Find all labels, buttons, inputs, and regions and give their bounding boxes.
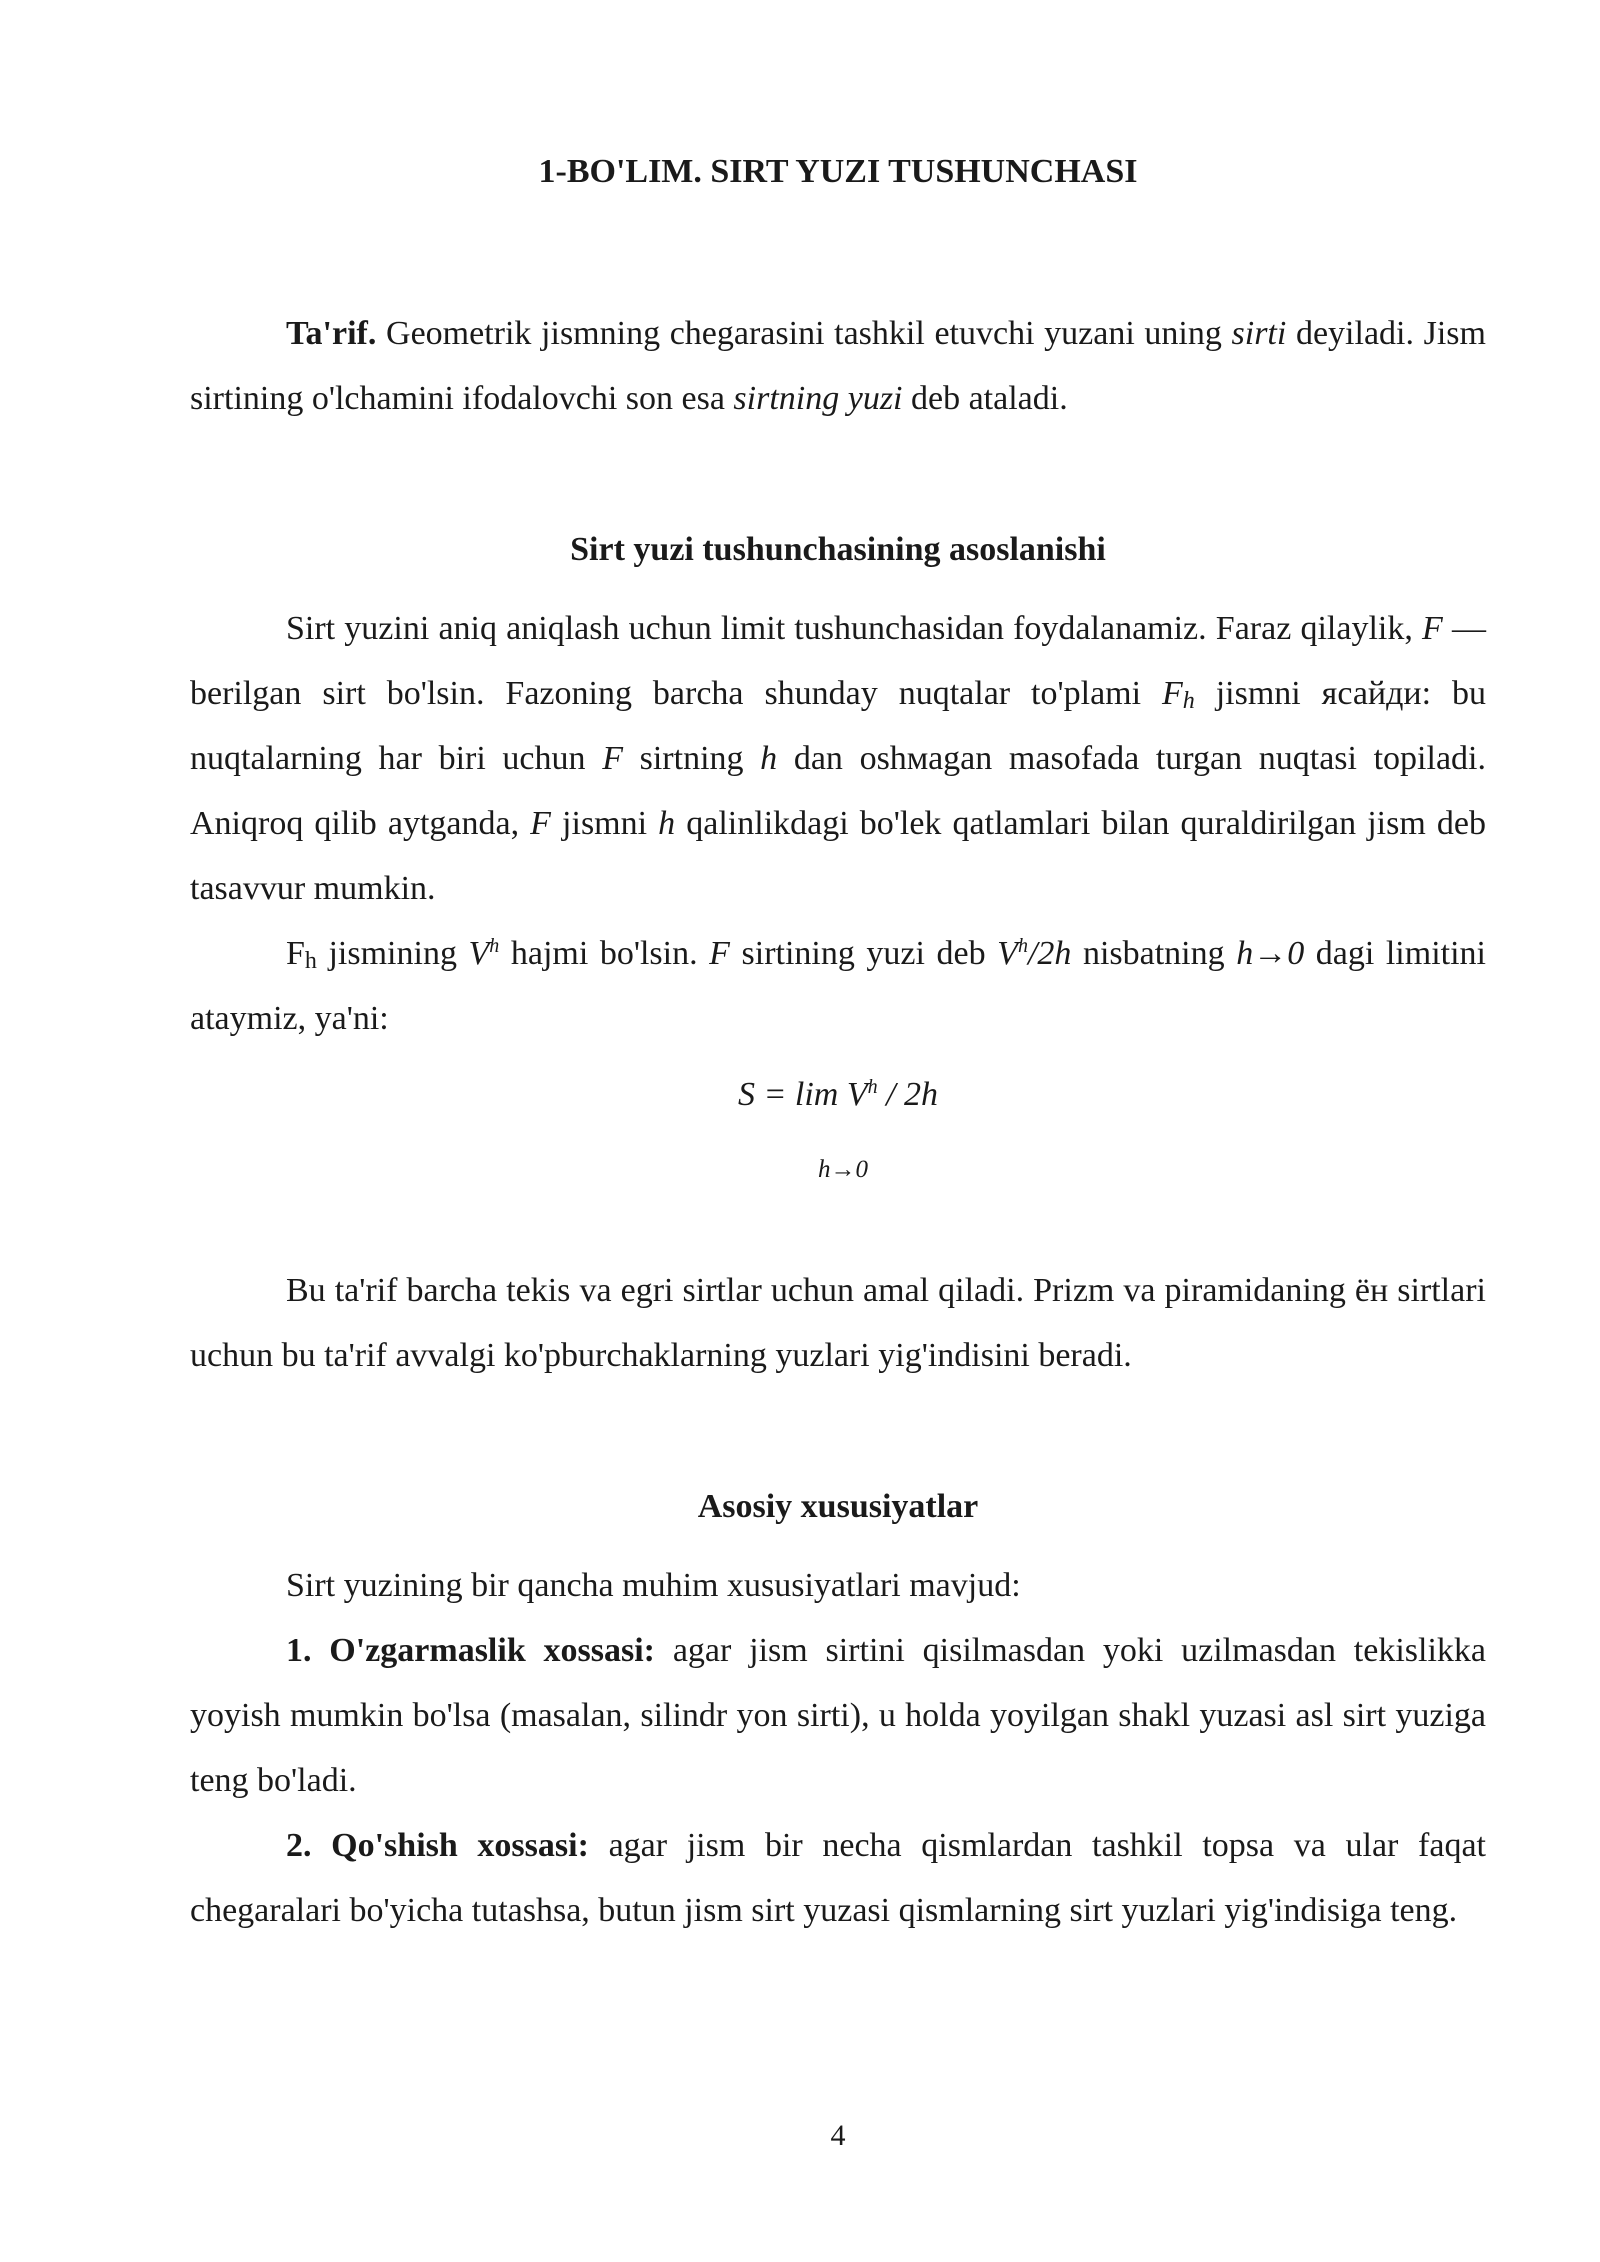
- properties-intro: Sirt yuzining bir qancha muhim xususiyatlari mavjud:: [286, 1567, 1021, 1604]
- paragraph-volume-definition: [190, 921, 1486, 1051]
- property-text: agar jism sirtini qisilmasdan yoki uzilmasdan tekislikka yoyish mumkin bo'lsa (masalan, silindr yon sirti), u holda yoyilgan shakl yuzasi asl sirt yuziga teng bo'ladi.: [190, 1632, 1486, 1799]
- section-title-xususiyatlar: Asosiy xususiyatlar: [697, 1488, 979, 1525]
- text-run: nisbatning: [1071, 935, 1237, 972]
- definition-text: Geometrik jismning chegarasini tashkil etuvchi yuzani uning: [376, 315, 1232, 352]
- definition-paragraph: [190, 301, 1486, 431]
- limit-condition: h→0: [1236, 935, 1305, 972]
- var-f: F: [530, 805, 551, 842]
- formula-superscript: h: [867, 1076, 878, 1098]
- property-item-invariance: [190, 1618, 1486, 1813]
- section-title-asoslanishi: Sirt yuzi tushunchasining asoslanishi: [570, 531, 1106, 568]
- var-f: F: [1422, 610, 1443, 647]
- term-sirtning-yuzi: sirtning yuzi: [733, 380, 903, 417]
- var-f: F: [602, 740, 623, 777]
- text-run: hajmi bo'lsin.: [499, 935, 710, 972]
- text-run: sirtining yuzi deb: [729, 935, 998, 972]
- property-label: 2. Qo'shish xossasi:: [286, 1827, 589, 1864]
- formula-lhs: S = lim V: [737, 1076, 868, 1113]
- var-h: h: [760, 740, 778, 777]
- text-run: jismni: [550, 805, 659, 842]
- surface-area-formula: [190, 1075, 1486, 1115]
- subscript-h: h: [1182, 688, 1195, 714]
- page-number: 4: [830, 2119, 846, 2152]
- subscript-h: h: [304, 948, 317, 974]
- paragraph-limit-concept: [190, 596, 1486, 921]
- definition-text: deyiladi. Jism sirtining o'lchamini ifodalovchi son esa: [190, 315, 1486, 417]
- paragraph-prism-pyramid: Bu ta'rif barcha tekis va egri sirtlar uchun amal qiladi. Prizm va piramidaning ён sirtlari uchun bu ta'rif avvalgi ko'pburchaklarning yuzlari yig'indisini beradi.: [190, 1272, 1486, 1374]
- text-run: dagi limitini ataymiz, ya'ni:: [190, 935, 1486, 1037]
- definition-text: deb ataladi.: [902, 380, 1068, 417]
- property-item-additivity: [190, 1813, 1486, 1943]
- var-v: V: [997, 935, 1018, 972]
- text-run: qalinlikdagi bo'lek qatlamlari bilan quraldirilgan jism deb tasavvur mumkin.: [190, 805, 1486, 907]
- ratio-denominator: /2h: [1027, 935, 1072, 972]
- var-v: V: [468, 935, 490, 972]
- text-run: jismining: [316, 935, 469, 972]
- formula-rhs: / 2h: [877, 1076, 939, 1113]
- formula-limit-subscript: h→0: [818, 1156, 868, 1183]
- text-run: Sirt yuzini aniq aniqlash uchun limit tushunchasidan foydalanamiz. Faraz qilaylik,: [286, 610, 1423, 647]
- var-f: F: [286, 935, 305, 972]
- superscript-h: h: [489, 935, 500, 957]
- var-h: h: [658, 805, 676, 842]
- property-label: 1. O'zgarmaslik xossasi:: [286, 1632, 656, 1669]
- text-run: sirtning: [622, 740, 761, 777]
- property-text: agar jism bir necha qismlardan tashkil topsa va ular faqat chegaralari bo'yicha tutashsa, butun jism sirt yuzasi qismlarning sirt yuzlari yig'indisiga teng.: [190, 1827, 1486, 1929]
- text-run: dan oshмаgan masofada turgan nuqtasi topiladi. Aniqroq qilib aytganda,: [190, 740, 1486, 842]
- superscript-h: h: [1017, 935, 1028, 957]
- text-run: — berilgan sirt bo'lsin. Fazoning barcha shunday nuqtalar to'plami: [190, 610, 1487, 712]
- var-f: F: [1162, 675, 1183, 712]
- var-f: F: [709, 935, 730, 972]
- definition-label: Ta'rif.: [286, 315, 377, 352]
- chapter-title: 1-BO'LIM. SIRT YUZI TUSHUNCHASI: [538, 153, 1138, 190]
- text-run: jismni ясайди: bu nuqtalarning har biri uchun: [190, 675, 1486, 777]
- term-sirti: sirti: [1231, 315, 1287, 352]
